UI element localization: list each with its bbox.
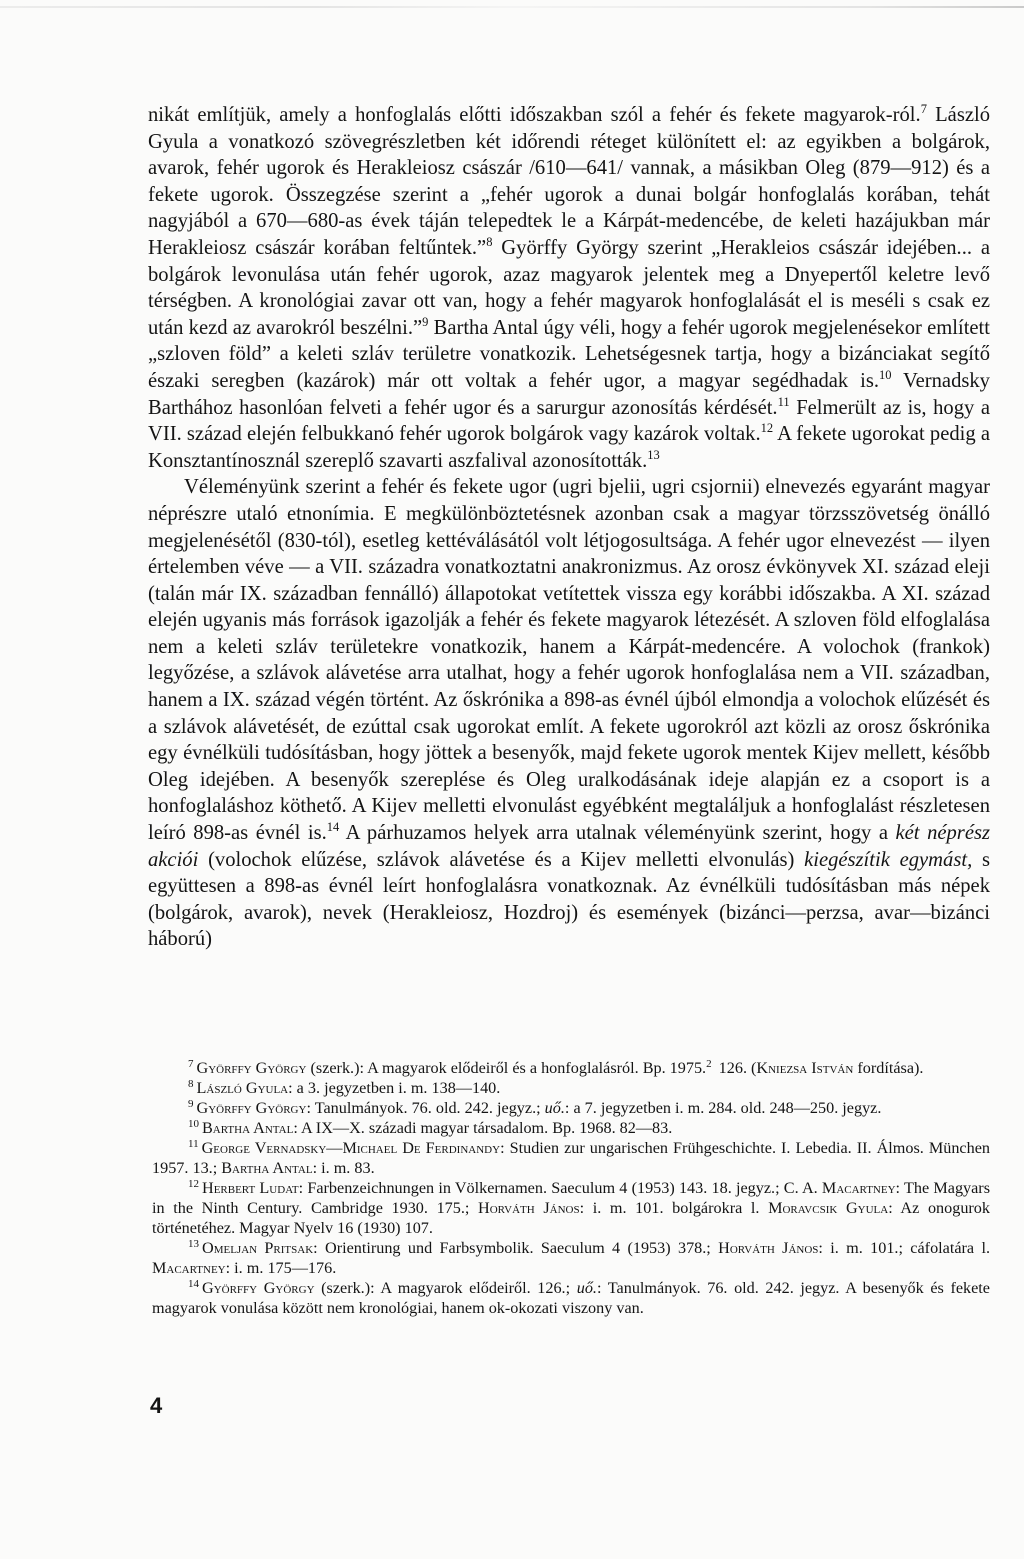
text-run: nikát említjük, amely a honfoglalás előtti időszakban szól a fehér és fekete magyarok-ról. [148,104,921,126]
author-name: Bartha Antal [202,1119,294,1137]
footnote-text: : A IX—X. századi magyar társadalom. Bp. 1968. 82—83. [293,1119,673,1137]
footnote-ref-11[interactable]: 11 [777,394,790,409]
author-name: László Gyula [196,1079,289,1097]
text-run: A párhuzamos helyek arra utalnak véleményünk szerint, hogy a [339,822,896,845]
footnote-text: : The Magyars in the Ninth Century. Cambridge 1930. 175.; [152,1179,991,1217]
text-run: Györffy György szerint „Herakleios császár idejében... a bolgárok levonulása után fehér ugorok, azaz magyarok jelentek meg a Dnyepertől keletre levő térségben. A kronológiai zavar ott van, hogy a fehér magyarok honfoglalását el is meséli s csak ez után kezd az avarokról beszélni.” [148,236,990,339]
footnote-text: : Tanulmányok. 76. old. 242. jegyz. A besenyők és fekete magyarok vonulása között nem kronológiai, hanem ok-okozati viszony van. [152,1279,990,1317]
paragraph-1 [148,102,990,474]
footnote-14 [152,1278,990,1318]
footnote-text: : i. m. 101.; cáfolatára l. [818,1239,990,1257]
footnote-ref-8[interactable]: 8 [486,235,493,250]
author-name: Herbert Ludat [202,1179,299,1197]
italic-phrase: kiegészítik egymást, [804,848,973,871]
author-name: Bartha Antal [221,1159,313,1177]
footnote-12 [152,1178,990,1238]
paragraph-2 [148,474,990,953]
page-body [148,102,990,953]
footnote-text: : Az onogurok történetéhez. Magyar Nyelv 16 (1930) 107. [152,1199,990,1237]
author-name: Horváth János [478,1199,580,1217]
footnote-11 [152,1138,990,1178]
footnote-text: : a 3. jegyzetben i. m. 138—140. [288,1079,501,1097]
footnote-text: : i. m. 101. bolgárokra l. [579,1199,769,1217]
footnote-text: (szerk.): A magyarok elődeiről. 126.; [314,1279,577,1297]
footnote-ref-10[interactable]: 10 [879,368,892,383]
footnote-ref-9[interactable]: 9 [422,314,429,329]
text-run: László Gyula a vonatkozó szövegrészletben két időrendi réteget különített el: az egyikben a bolgárok, avarok, fehér ugorok és Herakleiosz császár /610—641/ vannak, a másikban Oleg (879—912) és a fekete ugorok. Összegzése szerint a „fehér ugorok a dunai bolgár honfoglalás korában, tehát nagyjából a 670—680-as évek táján telepedtek le a Kárpát-medencébe, de keleti hazájukban már Herakleiosz császár korában feltűntek.” [148,104,990,259]
footnote-number: 11 [188,1137,199,1150]
author-name: George Vernadsky—Michael De Ferdinandy [201,1139,501,1157]
italic-phrase: két néprész akciói [148,822,990,871]
footnote-13 [152,1238,990,1278]
author-name: Macartney [152,1259,226,1277]
author-name: Moravcsik Gyula [768,1199,889,1217]
footnote-ref-12[interactable]: 12 [760,421,774,436]
footnote-ref-13[interactable]: 13 [647,447,660,462]
footnote-text: : i. m. 175—176. [225,1259,337,1277]
footnote-8 [152,1078,990,1098]
footnote-number: 8 [188,1077,194,1090]
author-name: Györffy György [196,1059,307,1077]
footnote-number: 14 [188,1277,199,1290]
footnote-9 [152,1098,990,1118]
author-name: Omeljan Pritsak [202,1239,314,1257]
footnote-number: 13 [188,1237,199,1250]
footnote-text: : Farbenzeichnungen in Völkernamen. Saeculum 4 (1953) 143. 18. jegyz.; C. A. [298,1179,822,1197]
footnote-text: : i. m. 83. [312,1159,375,1177]
footnote-text: fordítása). [853,1059,924,1077]
text-run: Bartha Antal úgy véli, hogy a fehér ugorok megjelenésekor említett „szloven föld” a keleti szláv területre vonatkozik. Lehetségesnek tartja, hogy a bizánciakat segítő északi seregben (kazárok) már ott voltak a fehér ugor, a magyar segédhadak is. [148,316,990,392]
edition-superscript: 2 [706,1057,712,1070]
footnote-ref-14[interactable]: 14 [326,820,340,835]
text-run: (volochok elűzése, szlávok alávetése és a Kijev melletti elvonulás) [198,848,805,871]
footnote-7 [152,1058,990,1078]
italic-abbrev: uő. [576,1279,597,1297]
author-name: Györffy György [202,1279,315,1297]
footnote-text: : Studien zur ungarischen Frühgeschichte. I. Lebedia. II. Álmos. München 1957. 13.; [152,1139,990,1177]
footnote-10 [152,1118,990,1138]
italic-abbrev: uő. [544,1099,565,1117]
footnote-number: 12 [188,1177,199,1190]
footnote-text: 126. ( [714,1059,757,1077]
footnote-ref-7[interactable]: 7 [920,102,927,117]
author-name: Macartney [821,1179,896,1197]
footnote-number: 7 [188,1057,194,1070]
author-name: Horváth János [718,1239,819,1257]
text-run: s együttesen a 898-as évnél leírt honfoglalásra vonatkoznak. Az évnélküli tudósításban más népek (bolgárok, avarok), nevek (Herakleiosz, Hozdroj) és események (bizánci—perzsa, avar—bizánci háború) [148,848,990,951]
footnotes [152,1058,990,1318]
scan-edge-line [0,6,1024,8]
footnote-text: (szerk.): A magyarok elődeiről és a honfoglalásról. Bp. 1975. [306,1059,707,1077]
author-name: Györffy György [196,1099,307,1117]
page-number: 4 [150,1393,163,1418]
footnote-number: 10 [188,1117,199,1130]
text-run: Felmerült az is, hogy a VII. század elején felbukkanó fehér ugorok bolgárok vagy kazárok voltak. [148,396,991,446]
footnote-text: : Tanulmányok. 76. old. 242. jegyz.; [306,1099,545,1117]
text-run: A fekete ugorokat pedig a Konsztantínosznál szereplő szavarti aszfalival azonosították. [148,423,990,472]
text-run: Vernadsky Barthához hasonlóan felveti a fehér ugor és a sarurgur azonosítás kérdését. [148,369,990,419]
footnote-number: 9 [188,1097,194,1110]
footnote-text: : Orientirung und Farbsymbolik. Saeculum 4 (1953) 378.; [313,1239,719,1257]
author-name: Kniezsa István [756,1059,854,1077]
text-run: Véleményünk szerint a fehér és fekete ugor (ugri bjelii, ugri csjornii) elnevezés egyaránt magyar néprészre utaló etnonímia. E megkülönböztetésnek azonban csak a magyar törzsszövetség önálló megjelenésétől (830-tól), esetleg kettéválásától volt létjogosultsága. A fehér ugor elnevezést — ilyen értelemben véve — a VII. századra vonatkoztatni anakronizmus. Az orosz évkönyvek XI. század eleji (talán már IX. században fennálló) állapotokat vetítettek vissza egy korábbi időszakba. A XI. század elején ugyanis más források igazolják a fehér és fekete magyarok létezését. A szloven föld elfoglalása nem a keleti szláv területekre vonatkozik, hanem a Kárpát-medencére. A volochok (frankok) legyőzése, a szlávok alávetése arra utalhat, hogy a fehér ugorok honfoglalása nem a VII. században, hanem a IX. század végén történt. Az őskrónika a 898-as évnél újból elmondja a volochok elűzését és a szlávok alávetését, de ezúttal csak ugorokat említ. A fekete ugorokról azt közli az orosz őskrónika egy évnélküli tudósításban, hogy jöttek a besenyők, majd fekete ugorok mentek Kijev mellett, később Oleg idejében. A besenyők szereplése és Oleg uralkodásának ideje alapján ez a csoport is a honfoglaláshoz köthető. A Kijev melletti elvonulást egyébként megtaláljuk a honfoglalást részletesen leíró 898-as évnél is. [148,476,990,845]
footnote-text: : a 7. jegyzetben i. m. 284. old. 248—250. jegyz. [564,1099,882,1117]
main-text [148,102,990,953]
